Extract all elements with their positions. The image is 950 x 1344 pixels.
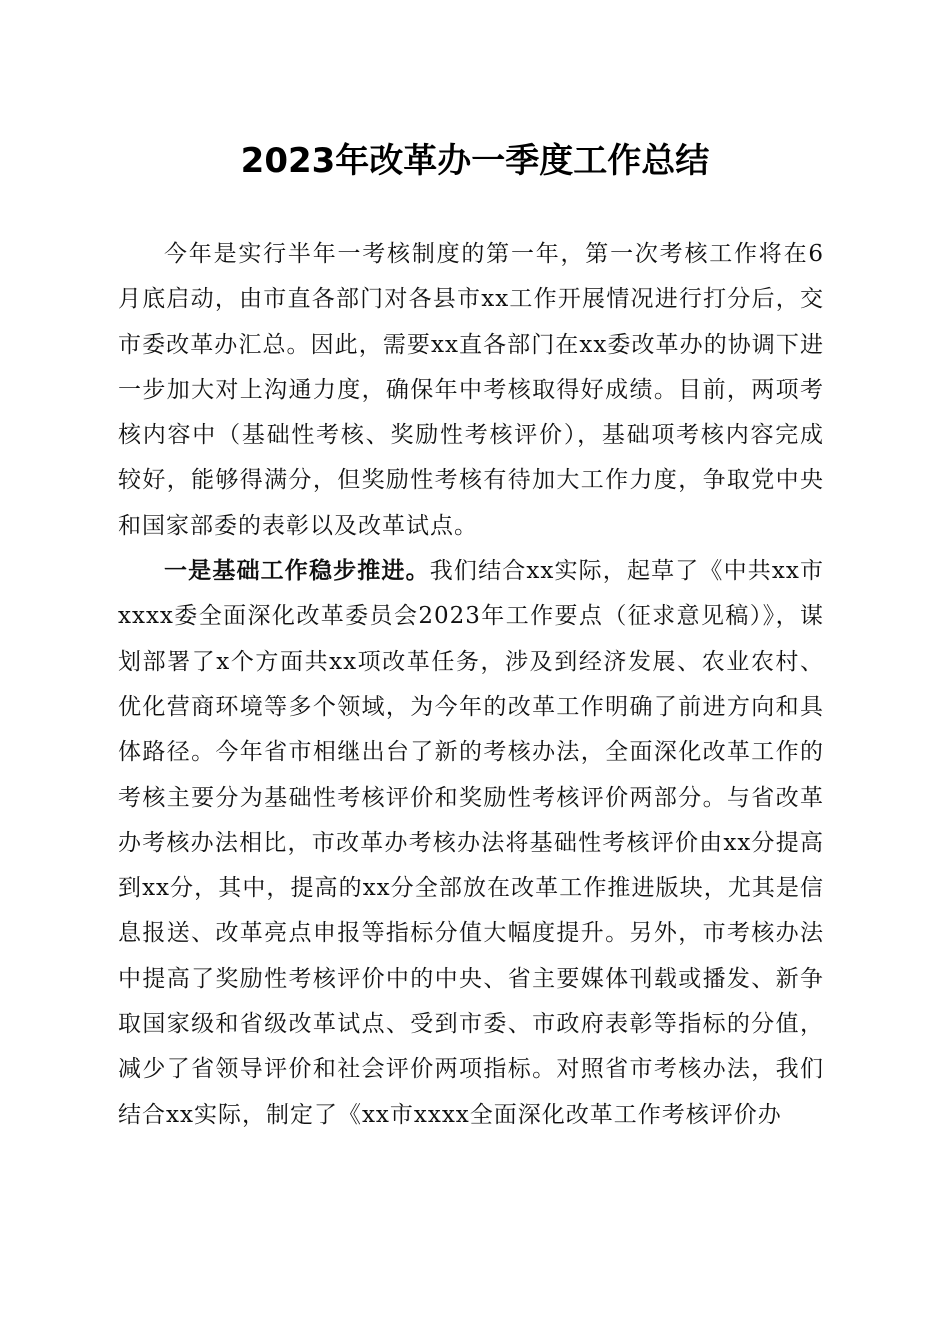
paragraph-text: 我们结合xx实际，起草了《中共xx市xxxx委全面深化改革委员会2023年工作要点（征求意见稿）》，谋划部署了x个方面共xx项改革任务，涉及到经济发展、农业农村、优化营商环境等多个领域，为今年的改革工作明确了前进方向和具体路径。今年省市相继出台了新的考核办法，全面深化改革工作的考核主要分为基础性考核评价和奖励性考核评价两部分。与省改革办考核办法相比，市改革办考核办法将基础性考核评价由xx分提高到xx分，其中，提高的xx分全部放在改革工作推进版块，尤其是信息报送、改革亮点申报等指标分值大幅度提升。另外，市考核办法中提高了奖励性考核评价中的中央、省主要媒体刊载或播发、新争取国家级和省级改革试点、受到市委、市政府表彰等指标的分值，减少了省领导评价和社会评价两项指标。对照省市考核办法，我们结合xx实际，制定了《xx市xxxx全面深化改革工作考核评价办 bbox=[118, 558, 825, 1128]
paragraph-basic-work bbox=[118, 549, 824, 1138]
paragraph-text: 今年是实行半年一考核制度的第一年，第一次考核工作将在6月底启动，由市直各部门对各县市xx工作开展情况进行打分后，交市委改革办汇总。因此，需要xx直各部门在xx委改革办的协调下进一步加大对上沟通力度，确保年中考核取得好成绩。目前，两项考核内容中（基础性考核、奖励性考核评价），基础项考核内容完成较好，能够得满分，但奖励性考核有待加大工作力度，争取党中央和国家部委的表彰以及改革试点。 bbox=[118, 241, 824, 539]
document-body bbox=[118, 232, 824, 1138]
paragraph-lead: 一是基础工作稳步推进。 bbox=[164, 558, 430, 585]
paragraph-intro bbox=[118, 232, 824, 549]
page-title: 2023年改革办一季度工作总结 bbox=[240, 141, 710, 181]
